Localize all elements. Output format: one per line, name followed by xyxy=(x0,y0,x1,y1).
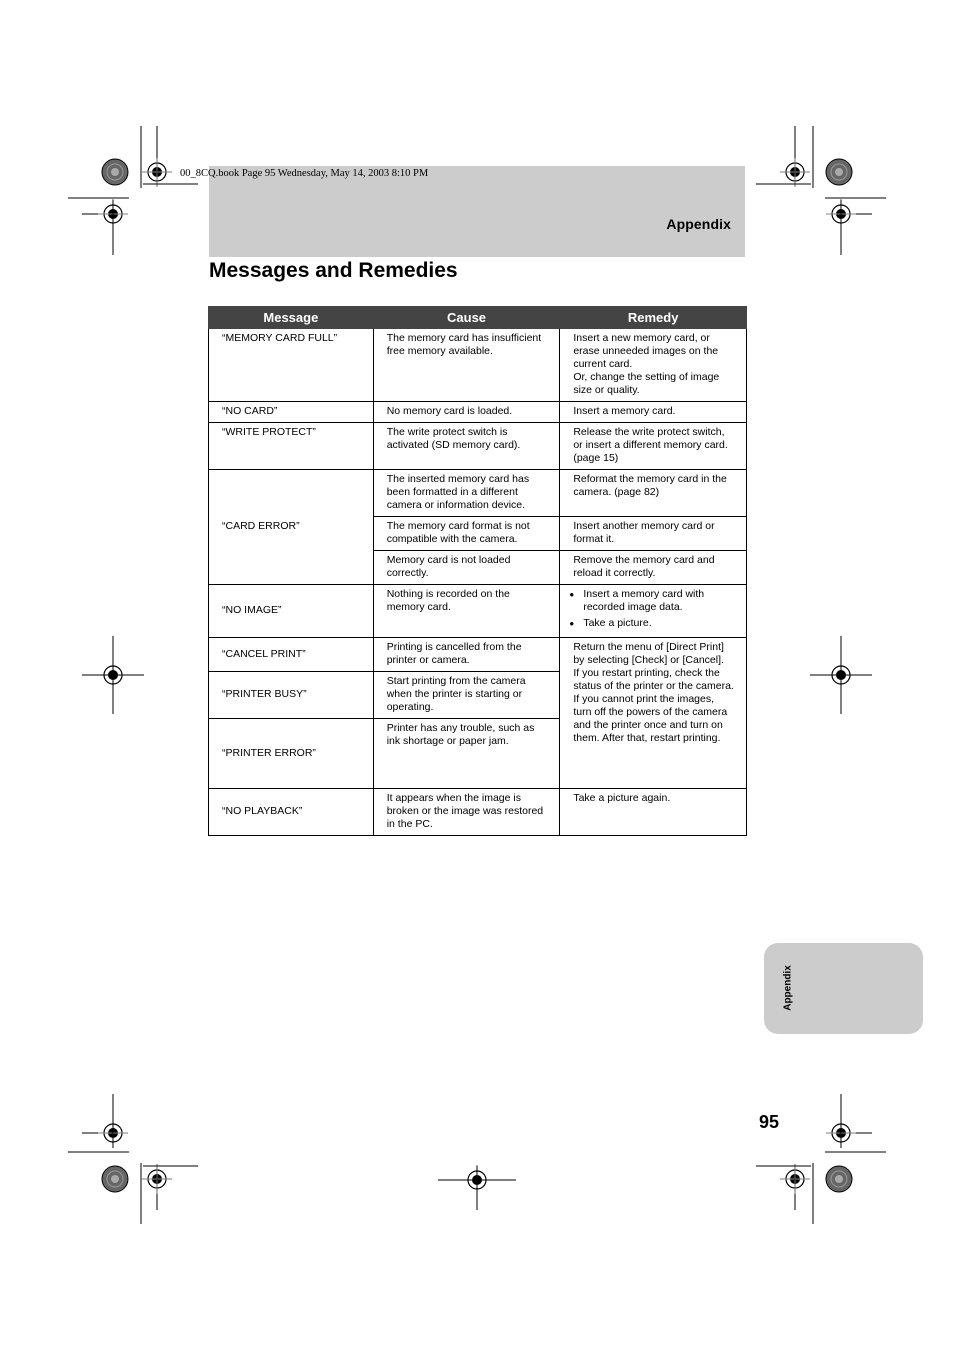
list-item: ● Insert a memory card with recorded image data. xyxy=(573,588,734,614)
remedy-text: If you restart printing, check the status of the printer or the camera. xyxy=(573,667,734,692)
remedy-text: If you cannot print the images, turn off the powers of the camera and the printer once and turn on them. After that, restart printing. xyxy=(573,693,728,744)
remedy-text: Or, change the setting of image size or quality. xyxy=(573,371,720,396)
table-row xyxy=(209,329,747,402)
remedy-cell: Insert a memory card. xyxy=(560,402,747,423)
table-row xyxy=(209,585,747,638)
column-header-message: Message xyxy=(209,307,374,329)
remedy-cell xyxy=(560,638,747,789)
cause-cell: The memory card format is not compatible with the camera. xyxy=(373,517,560,551)
cause-cell: Start printing from the camera when the printer is starting or operating. xyxy=(373,672,560,719)
remedy-cell: Reformat the memory card in the camera. (page 82) xyxy=(560,470,747,517)
remedy-cell xyxy=(560,329,747,402)
remedy-cell: Remove the memory card and reload it correctly. xyxy=(560,551,747,585)
table-row xyxy=(209,470,747,517)
column-header-cause: Cause xyxy=(373,307,560,329)
table-header-row xyxy=(209,307,747,329)
cause-cell: The inserted memory card has been formatted in a different camera or information device. xyxy=(373,470,560,517)
message-cell: “NO CARD” xyxy=(209,402,374,423)
message-cell: “MEMORY CARD FULL” xyxy=(209,329,374,402)
section-header-label: Appendix xyxy=(666,216,731,232)
remedy-cell: Insert another memory card or format it. xyxy=(560,517,747,551)
messages-table xyxy=(208,306,747,836)
message-cell: “CARD ERROR” xyxy=(209,470,374,585)
page-title: Messages and Remedies xyxy=(209,259,458,282)
message-cell: “CANCEL PRINT” xyxy=(209,638,374,672)
message-cell: “NO PLAYBACK” xyxy=(209,789,374,836)
remedy-cell xyxy=(560,585,747,638)
message-cell: “PRINTER ERROR” xyxy=(209,719,374,789)
remedy-cell: Release the write protect switch, or insert a different memory card. (page 15) xyxy=(560,423,747,470)
table-row xyxy=(209,789,747,836)
message-cell: “NO IMAGE” xyxy=(209,585,374,638)
column-header-remedy: Remedy xyxy=(560,307,747,329)
cause-cell: Memory card is not loaded correctly. xyxy=(373,551,560,585)
remedy-bullet-list xyxy=(573,588,734,630)
remedy-text: Insert a new memory card, or erase unneeded images on the current card. xyxy=(573,332,719,370)
cause-cell: Printing is cancelled from the printer or camera. xyxy=(373,638,560,672)
side-tab-label: Appendix xyxy=(782,965,794,1011)
header-band xyxy=(209,166,745,257)
cause-cell: It appears when the image is broken or the image was restored in the PC. xyxy=(373,789,560,836)
table-row xyxy=(209,638,747,672)
table-row xyxy=(209,402,747,423)
cause-cell: Printer has any trouble, such as ink shortage or paper jam. xyxy=(373,719,560,789)
print-info: 00_8CQ.book Page 95 Wednesday, May 14, 2003 8:10 PM xyxy=(180,168,429,179)
remedy-text: Return the menu of [Direct Print] by selecting [Check] or [Cancel]. xyxy=(573,641,724,666)
remedy-cell: Take a picture again. xyxy=(560,789,747,836)
message-cell: “WRITE PROTECT” xyxy=(209,423,374,470)
page-number: 95 xyxy=(759,1112,780,1132)
cause-cell: The memory card has insufficient free memory available. xyxy=(373,329,560,402)
table-row xyxy=(209,423,747,470)
message-cell: “PRINTER BUSY” xyxy=(209,672,374,719)
list-item: ● Take a picture. xyxy=(573,617,734,630)
cause-cell: The write protect switch is activated (SD memory card). xyxy=(373,423,560,470)
cause-cell: No memory card is loaded. xyxy=(373,402,560,423)
cause-cell: Nothing is recorded on the memory card. xyxy=(373,585,560,638)
